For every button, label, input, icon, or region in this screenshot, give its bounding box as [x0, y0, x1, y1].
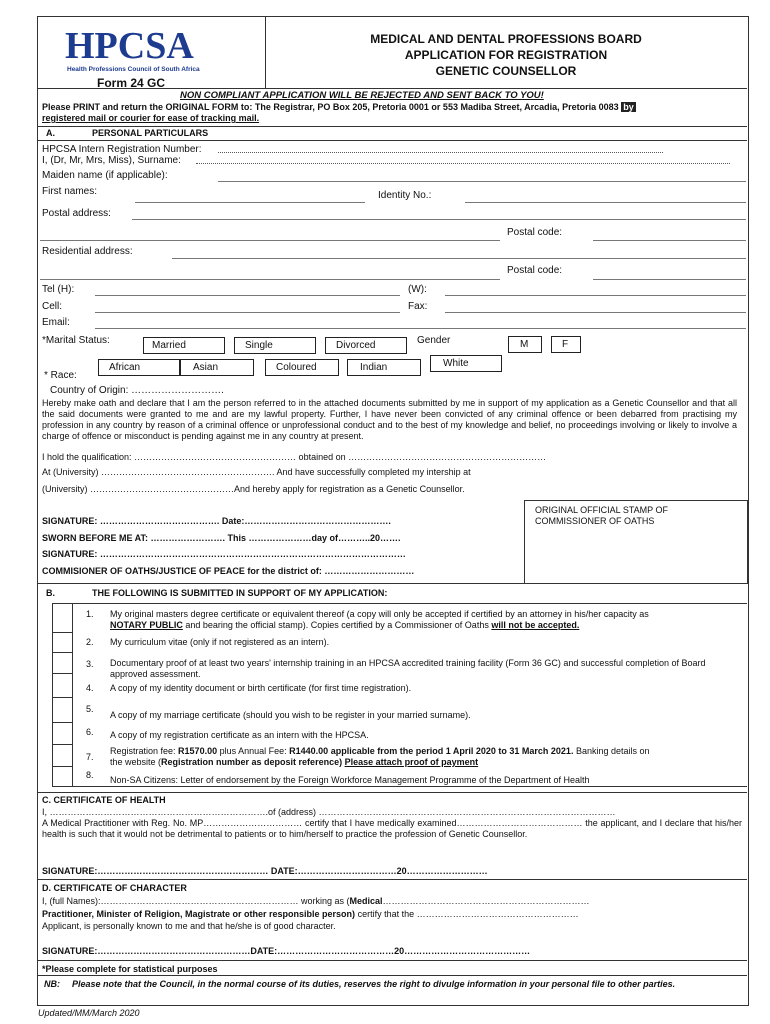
section-a-letter: A. — [46, 128, 55, 138]
postal-code-label: Postal code: — [507, 227, 563, 238]
section-b-letter: B. — [46, 588, 55, 598]
item-7-text-b: the website (Registration number as deposit reference) Please attach proof of payment — [110, 757, 479, 767]
item-4-number: 4. — [86, 683, 94, 693]
gender-m-box[interactable] — [508, 336, 542, 353]
item-7-text: Registration fee: R1570.00 plus Annual Fee: R1440.00 applicable from the period 1 April 2020 to 31 March 2021. Banking details on — [110, 746, 650, 756]
res-code-label: Postal code: — [507, 265, 563, 276]
race-indian-box[interactable] — [347, 359, 421, 376]
return-instructions-2: registered mail or courier for ease of tracking mail. — [42, 113, 260, 123]
svg-text:HPCSA: HPCSA — [65, 25, 194, 66]
fax-label: Fax: — [408, 301, 428, 312]
marital-label: *Marital Status: — [42, 335, 110, 346]
section-d-title: D. CERTIFICATE OF CHARACTER — [42, 883, 187, 893]
item-5-text: A copy of my marriage certificate (should you wish to be register in your married surname). — [110, 710, 471, 720]
gender-label: Gender — [417, 335, 451, 346]
race-asian-box[interactable] — [180, 359, 254, 376]
title-line-1: MEDICAL AND DENTAL PROFESSIONS BOARD — [370, 32, 642, 46]
item-2-text: My curriculum vitae (only if not registered as an intern). — [110, 637, 330, 647]
race-white-box[interactable] — [430, 355, 502, 372]
country-origin: Country of Origin: ………………………. — [50, 385, 224, 396]
return-instructions: Please PRINT and return the ORIGINAL FORM to: The Registrar, PO Box 205, Pretoria 0001 or 553 Madiba Street, Arcadia, Pretoria 0083 by — [42, 102, 634, 112]
oath-paragraph: Hereby make oath and declare that I am the person referred to in the attached documents submitted by me in support of my application as a Genetic Counsellor and that all the said documents were granted to me and are my lawful property. Further, I have never been convicted of any criminal offence or been debarred from practising my profession in any country by reason of a criminal offence or unprofessional conduct and to the best of my knowledge and belief, no proceedings involving or likely to involve a charge of offence or misconduct is pending against me in any country at present. — [42, 398, 737, 441]
marital-divorced-box[interactable] — [325, 337, 407, 354]
identity-label: Identity No.: — [378, 190, 432, 201]
qualification-line: I hold the qualification: ……………………………………………… obtained on ………………………………………………………… — [42, 452, 547, 462]
race-african-box[interactable] — [98, 359, 180, 376]
item-1-text-b: NOTARY PUBLIC and bearing the official stamp). Copies certified by a Commissioner of Oaths will not be accepted. — [110, 620, 580, 630]
cell-label: Cell: — [42, 301, 63, 312]
title-line-3: GENETIC COUNSELLOR — [435, 64, 577, 78]
health-line-1: I, ……………………………………………………………….of (address) ……………………………………………………………………………………… — [42, 807, 616, 817]
race-coloured-label: Coloured — [276, 362, 317, 373]
warning-banner: NON COMPLIANT APPLICATION WILL BE REJECTED AND SENT BACK TO YOU! — [180, 90, 544, 101]
gender-f-box[interactable] — [551, 336, 581, 353]
character-line-3: Applicant, is personally known to me and that he/she is of good character. — [42, 921, 336, 931]
university-line-2: (University) …………………………………………And hereby apply for registration as a Genetic Counsellor. — [42, 484, 465, 494]
item-1-text: My original masters degree certificate or equivalent thereof (a copy will only be accepted if certified by an attorney in his/her capacity as — [110, 609, 649, 619]
maiden-label: Maiden name (if applicable): — [42, 170, 168, 181]
postal-address-field-2[interactable] — [40, 240, 500, 241]
intern-reg-label: HPCSA Intern Registration Number: — [42, 144, 202, 155]
postal-code-field[interactable] — [593, 240, 746, 241]
sworn-line: SWORN BEFORE ME AT: ……………………. This …………………day of………..20……. — [42, 533, 401, 543]
section-c-title: C. CERTIFICATE OF HEALTH — [42, 795, 166, 805]
cell-field[interactable] — [95, 312, 400, 313]
res-code-field[interactable] — [593, 279, 746, 280]
item-8-number: 8. — [86, 770, 94, 780]
item-7-number: 7. — [86, 752, 94, 762]
race-asian-label: Asian — [193, 362, 219, 373]
stamp-label: ORIGINAL OFFICIAL STAMP OF COMMISSIONER OF OATHS — [535, 505, 669, 526]
intern-reg-field[interactable] — [218, 152, 663, 153]
race-african-label: African — [109, 362, 141, 373]
item-6-text: A copy of my registration certificate as an intern with the HPCSA. — [110, 730, 369, 740]
updated-date: Updated/MM/March 2020 — [38, 1008, 140, 1018]
character-signature: SIGNATURE:……………………………………………DATE:…………………………………20…………………………………… — [42, 946, 531, 956]
email-field[interactable] — [95, 328, 746, 329]
tel-work-label: (W): — [408, 284, 427, 295]
residential-field-2[interactable] — [40, 279, 500, 280]
gender-m-label: M — [520, 339, 529, 350]
nb-label: NB: — [44, 979, 60, 989]
first-names-label: First names: — [42, 186, 98, 197]
section-b-title: THE FOLLOWING IS SUBMITTED IN SUPPORT OF MY APPLICATION: — [92, 588, 388, 598]
title-line-2: APPLICATION FOR REGISTRATION — [404, 48, 608, 62]
form-number: Form 24 GC — [97, 76, 166, 90]
logo-box — [37, 16, 266, 88]
marital-single-box[interactable] — [234, 337, 316, 354]
section-a-title: PERSONAL PARTICULARS — [92, 128, 209, 138]
marital-married-box[interactable] — [143, 337, 225, 354]
postal-address-label: Postal address: — [42, 208, 111, 219]
university-line: At (University) …………………………………………………. And have successfully completed my intership at — [42, 467, 471, 477]
logo-subtitle: Health Professions Council of South Africa — [67, 66, 200, 73]
marital-single-label: Single — [245, 340, 273, 351]
item-1-number: 1. — [86, 609, 94, 619]
item-3-text: Documentary proof of at least two years' internship training in an HPCSA accredited training facility (Form 36 GC) and successful completion of Board approved assessment. — [110, 658, 706, 679]
signature-line-2: SIGNATURE: ………………………………………………………………………………………… — [42, 549, 406, 559]
signature-line: SIGNATURE: …………………………………. Date:…………………………………………. — [42, 516, 391, 526]
hpcsa-logo — [65, 24, 225, 66]
maiden-field[interactable] — [218, 181, 746, 182]
health-paragraph: A Medical Practitioner with Reg. No. MP…………………………… certify that I have medically examined…………………………………… the applicant, and I declare that his/her health is such that it would not be detrimental to patients or to him/herself to practice the profession of Genetic Counsellor. — [42, 818, 742, 839]
marital-divorced-label: Divorced — [336, 340, 376, 351]
identity-field[interactable] — [465, 202, 746, 203]
residential-field-1[interactable] — [172, 258, 746, 259]
race-indian-label: Indian — [360, 362, 388, 373]
surname-field[interactable] — [196, 163, 730, 164]
surname-label: I, (Dr, Mr, Mrs, Miss), Surname: — [42, 155, 181, 166]
character-line-2: Practitioner, Minister of Religion, Magistrate or other responsible person) certify that the ……………………………………………… — [42, 909, 579, 919]
race-coloured-box[interactable] — [265, 359, 339, 376]
item-5-number: 5. — [86, 704, 94, 714]
item-2-number: 2. — [86, 637, 94, 647]
postal-address-field-1[interactable] — [132, 219, 746, 220]
item-4-text: A copy of my identity document or birth certificate (for first time registration). — [110, 683, 412, 693]
race-label: * Race: — [44, 370, 77, 381]
item-6-number: 6. — [86, 727, 94, 737]
fax-field[interactable] — [445, 312, 746, 313]
stamp-box — [524, 500, 748, 584]
commissioner-line: COMMISIONER OF OATHS/JUSTICE OF PEACE for the district of: ………………………… — [42, 566, 415, 576]
tel-work-field[interactable] — [445, 295, 746, 296]
tel-home-label: Tel (H): — [42, 284, 75, 295]
statistical-note: *Please complete for statistical purposes — [42, 964, 218, 974]
checkbox-column[interactable] — [53, 604, 71, 784]
health-signature: SIGNATURE:………………………………………………… DATE:……………………………20……………………… — [42, 866, 488, 876]
item-8-text: Non-SA Citizens: Letter of endorsement by the Foreign Workforce Management Programme of the Department of Health — [110, 775, 590, 785]
tel-home-field[interactable] — [95, 295, 400, 296]
nb-text: Please note that the Council, in the normal course of its duties, reserves the right to divulge information in your personal file to other parties. — [72, 979, 676, 989]
email-label: Email: — [42, 317, 70, 328]
character-line-1: I, (full Names):………………………………………………………… working as (Medical…………………………………………………………… — [42, 896, 590, 906]
first-names-field[interactable] — [135, 202, 365, 203]
residential-label: Residential address: — [42, 246, 133, 257]
race-white-label: White — [443, 358, 469, 369]
item-3-number: 3. — [86, 659, 94, 669]
gender-f-label: F — [562, 339, 569, 350]
marital-married-label: Married — [152, 340, 186, 351]
